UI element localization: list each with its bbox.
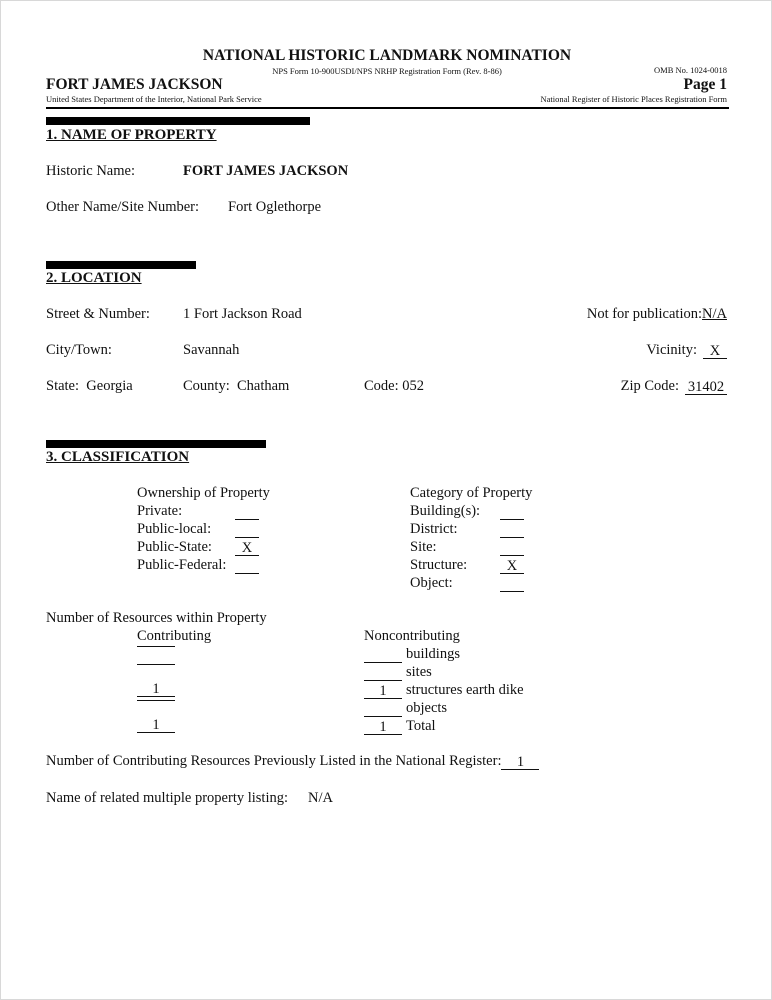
department-line: United States Department of the Interior, National Park Service bbox=[46, 94, 262, 104]
state-label: State: bbox=[46, 378, 80, 394]
ownership-checkbox: X bbox=[235, 541, 259, 556]
resource-type-label: sites bbox=[406, 664, 432, 680]
ownership-checkbox bbox=[235, 573, 259, 574]
category-label: District: bbox=[410, 521, 458, 537]
category-label: Building(s): bbox=[410, 503, 481, 519]
contributing-count: 1 bbox=[137, 718, 175, 733]
section-heading-classification: 3. CLASSIFICATION bbox=[46, 449, 190, 465]
zip-label: Zip Code: bbox=[620, 378, 679, 394]
other-name-value: Fort Oglethorpe bbox=[228, 199, 322, 215]
city-label: City/Town: bbox=[46, 342, 112, 358]
ownership-row bbox=[137, 521, 259, 538]
not-for-publication-field bbox=[587, 306, 727, 323]
previously-listed-label: Number of Contributing Resources Previously Listed in the National Register: bbox=[46, 753, 502, 769]
ownership-label: Public-local: bbox=[137, 521, 212, 537]
not-for-publication-value: N/A bbox=[702, 306, 727, 322]
category-row bbox=[410, 575, 524, 592]
category-checkbox bbox=[500, 555, 524, 556]
noncontributing-count bbox=[364, 680, 402, 681]
street-label: Street & Number: bbox=[46, 306, 150, 322]
city-value: Savannah bbox=[183, 342, 240, 358]
contributing-count: 1 bbox=[137, 682, 175, 697]
contributing-count bbox=[137, 664, 175, 665]
contributing-header: Contributing bbox=[137, 628, 212, 644]
register-form-line: National Register of Historic Places Registration Form bbox=[540, 94, 727, 104]
noncontributing-row bbox=[364, 664, 432, 681]
state-field bbox=[46, 378, 133, 395]
noncontributing-count: 1 bbox=[364, 684, 402, 699]
vicinity-field bbox=[646, 342, 727, 359]
historic-name-value: FORT JAMES JACKSON bbox=[183, 163, 349, 179]
previously-listed-field bbox=[46, 753, 539, 770]
category-checkbox bbox=[500, 537, 524, 538]
previously-listed-value: 1 bbox=[501, 755, 539, 770]
county-value: Chatham bbox=[236, 378, 290, 394]
noncontributing-row bbox=[364, 646, 460, 663]
noncontributing-row bbox=[364, 718, 436, 735]
category-row bbox=[410, 557, 524, 574]
ownership-label: Public-State: bbox=[137, 539, 212, 555]
section-bar bbox=[46, 440, 266, 448]
header-rule bbox=[46, 107, 729, 109]
street-value: 1 Fort Jackson Road bbox=[183, 306, 302, 322]
page-number: Page 1 bbox=[683, 76, 727, 93]
category-checkbox bbox=[500, 519, 524, 520]
property-name-header: FORT JAMES JACKSON bbox=[46, 76, 223, 93]
section-heading-name: 1. NAME OF PROPERTY bbox=[46, 127, 217, 143]
vicinity-value: X bbox=[703, 344, 727, 359]
noncontributing-count: 1 bbox=[364, 720, 402, 735]
code-field bbox=[364, 378, 424, 395]
category-checkbox: X bbox=[500, 559, 524, 574]
noncontributing-row bbox=[364, 700, 447, 717]
county-field bbox=[183, 378, 289, 395]
category-label: Site: bbox=[410, 539, 437, 555]
resource-type-label: structures earth dike bbox=[406, 682, 524, 698]
not-for-publication-label: Not for publication: bbox=[586, 306, 703, 322]
contributing-count bbox=[137, 646, 175, 647]
ownership-row bbox=[137, 503, 259, 520]
other-name-label: Other Name/Site Number: bbox=[46, 199, 200, 215]
noncontributing-count bbox=[364, 716, 402, 717]
form-title: NATIONAL HISTORIC LANDMARK NOMINATION bbox=[202, 47, 572, 64]
vicinity-label: Vicinity: bbox=[646, 342, 697, 358]
section-bar bbox=[46, 117, 310, 125]
code-value: 052 bbox=[402, 378, 425, 394]
ownership-label: Private: bbox=[137, 503, 183, 519]
multiple-property-listing-label: Name of related multiple property listing: bbox=[46, 790, 289, 806]
contributing-count bbox=[137, 700, 175, 701]
category-label: Structure: bbox=[410, 557, 468, 573]
county-label: County: bbox=[183, 378, 230, 394]
ownership-title: Ownership of Property bbox=[137, 485, 270, 501]
category-row bbox=[410, 503, 524, 520]
ownership-row bbox=[137, 557, 259, 574]
noncontributing-header: Noncontributing bbox=[364, 628, 460, 644]
historic-name-label: Historic Name: bbox=[46, 163, 135, 179]
code-label: Code: bbox=[364, 378, 399, 394]
state-value: Georgia bbox=[86, 378, 133, 394]
multiple-property-listing-value: N/A bbox=[308, 790, 333, 806]
category-checkbox bbox=[500, 591, 524, 592]
category-title: Category of Property bbox=[410, 485, 533, 501]
resources-title: Number of Resources within Property bbox=[46, 610, 267, 626]
category-row bbox=[410, 521, 524, 538]
zip-value: 31402 bbox=[685, 380, 727, 395]
category-row bbox=[410, 539, 524, 556]
noncontributing-count bbox=[364, 662, 402, 663]
ownership-checkbox bbox=[235, 537, 259, 538]
form-version-line: NPS Form 10-900USDI/NPS NRHP Registration Form (Rev. 8-86) bbox=[272, 66, 502, 76]
noncontributing-row bbox=[364, 682, 524, 699]
section-bar bbox=[46, 261, 196, 269]
section-heading-location: 2. LOCATION bbox=[46, 270, 142, 286]
multiple-property-listing-field bbox=[46, 790, 333, 807]
resource-type-label: buildings bbox=[406, 646, 460, 662]
resource-type-label: objects bbox=[406, 700, 448, 716]
zip-field bbox=[621, 378, 727, 395]
ownership-row bbox=[137, 539, 259, 556]
ownership-checkbox bbox=[235, 519, 259, 520]
category-label: Object: bbox=[410, 575, 453, 591]
omb-number: OMB No. 1024-0018 bbox=[654, 65, 727, 75]
resource-type-label: Total bbox=[406, 718, 436, 734]
ownership-label: Public-Federal: bbox=[137, 557, 227, 573]
